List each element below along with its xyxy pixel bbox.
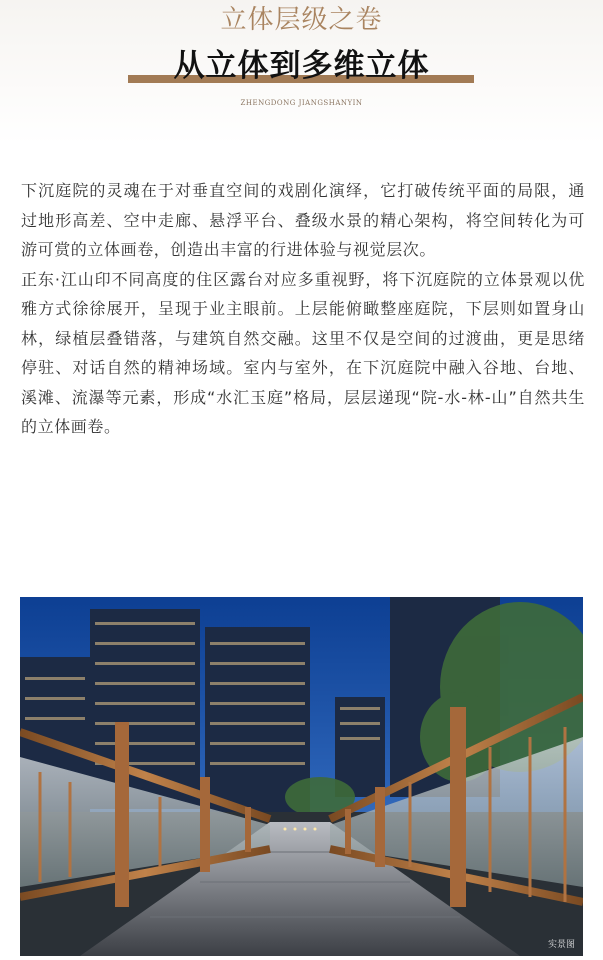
courtyard-photo [20,597,583,956]
paragraph-1: 下沉庭院的灵魂在于对垂直空间的戏剧化演绎，它打破传统平面的局限，通过地形高差、空中走廊、悬浮平台、叠级水景的精心架构，将空间转化为可游可赏的立体画卷，创造出丰富的行进体验与视觉层次。 [21,181,585,259]
paragraph-2: 正东·江山印不同高度的住区露台对应多重视野，将下沉庭院的立体景观以优雅方式徐徐展开，呈现于业主眼前。上层能俯瞰整座庭院，下层则如置身山林，绿植层叠错落，与建筑自然交融。这里不仅是空间的过渡曲，更是思绪停驻、对话自然的精神场域。室内与室外，在下沉庭院中融入谷地、台地、溪滩、流瀑等元素，形成“水汇玉庭”格局，层层递现“院-水-林-山”自然共生的立体画卷。 [21,269,585,436]
photo-caption: 实景图 [547,940,575,950]
main-title: 从立体到多维立体 [173,48,430,84]
chapter-title: 立体层级之卷 [220,5,383,35]
article-body [21,176,585,442]
pinyin-caption: ZHENGDONG JIANGSHANYIN [240,99,363,107]
